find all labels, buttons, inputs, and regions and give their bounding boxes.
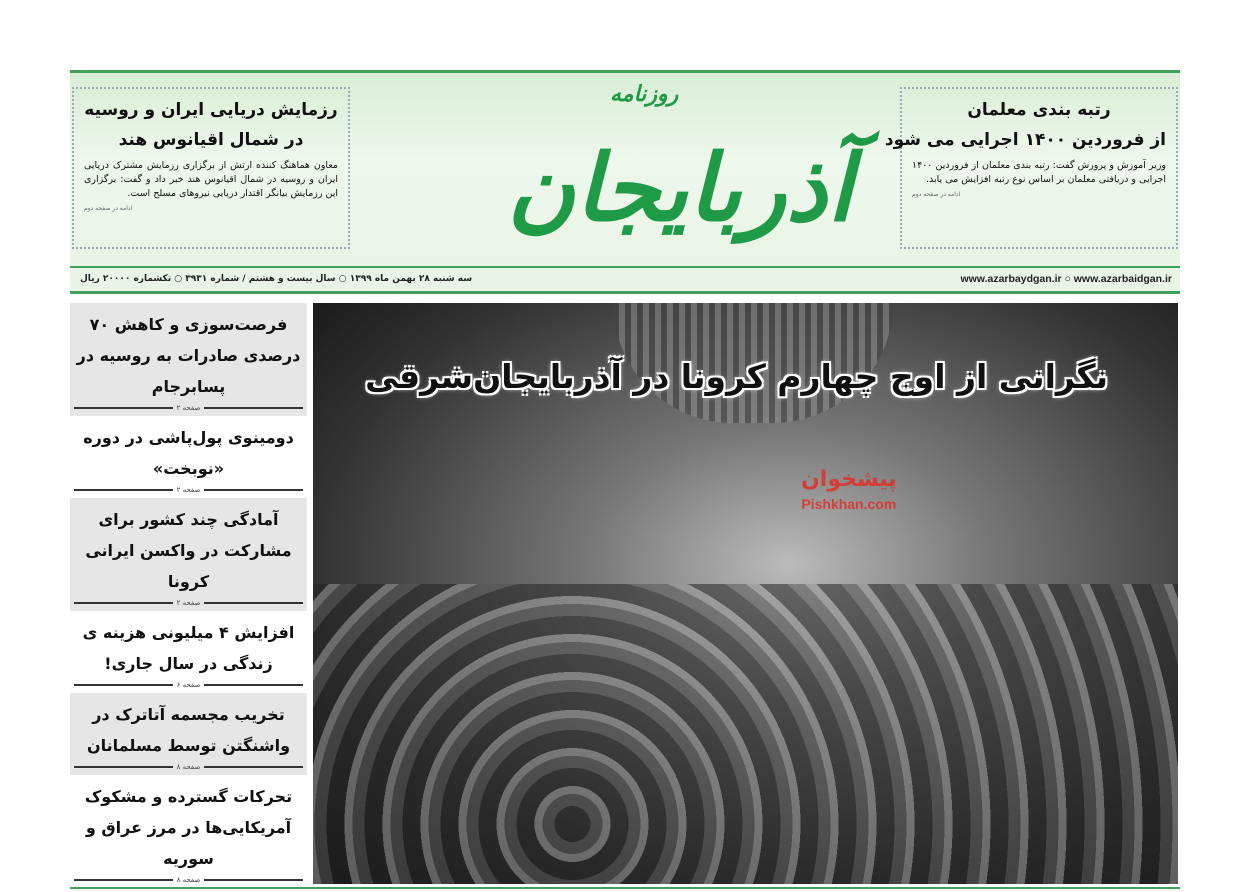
top-story-right[interactable]: [884, 87, 1178, 249]
top-story-right-subtitle: از فروردین ۱۴۰۰ اجرایی می شود: [884, 130, 1166, 150]
top-story-right-body: وزیر آموزش و پرورش گفت: رتبه بندی معلمان از فروردین ۱۴۰۰ اجرایی و دریافتی معلمان بر اساس نوع رتبه افزایش می یابد.: [912, 160, 1166, 185]
divider: [70, 887, 1180, 889]
top-story-right-title: رتبه بندی معلمان: [967, 100, 1111, 120]
continued-note: ادامه در صفحه دوم: [912, 191, 961, 198]
top-story-left-body: معاون هماهنگ کننده ارتش از برگزاری رزمایش مشترک دریایی ایران و روسیه در شمال اقیانوس هند خبر داد و گفت: برگزاری این رزمایش بیانگر اقتدار دریایی نیروهای مسلح است.: [84, 160, 338, 199]
newspaper-logo: [460, 73, 900, 288]
continued-note: ادامه در صفحه دوم: [84, 205, 133, 212]
sidebar-item[interactable]: تخریب مجسمه آتاترک در واشنگتن توسط مسلمانان صفحه ۸: [70, 693, 307, 775]
sidebar-item[interactable]: آمادگی چند کشور برای مشارکت در واکسن ایرانی کرونا صفحه ۲: [70, 498, 307, 611]
crowd-image: [313, 584, 1178, 884]
sidebar-headlines: [70, 303, 307, 888]
website-links[interactable]: www.azarbaydgan.ir ○ www.azarbaidgan.ir: [960, 273, 1172, 285]
logo-name: آذربایجان: [507, 134, 853, 242]
top-story-left-title: رزمایش دریایی ایران و روسیه: [84, 100, 338, 120]
masthead: [70, 70, 1180, 292]
sidebar-item[interactable]: افزایش ۴ میلیونی هزینه ی زندگی در سال جاری! صفحه ۶: [70, 611, 307, 693]
dateline: سه شنبه ۲۸ بهمن ماه ۱۳۹۹ ○ سال بیست و هشتم / شماره ۳۹۳۱ ○ تکشماره ۲۰۰۰۰ ریال: [80, 274, 473, 284]
sidebar-item[interactable]: تحرکات گسترده و مشکوک آمریکایی‌ها در مرز عراق و سوریه صفحه ۸: [70, 775, 307, 888]
top-story-left-subtitle: در شمال اقیانوس هند: [118, 130, 304, 150]
top-story-left[interactable]: [72, 87, 350, 249]
watermark: پیشخوان Pishkhan.com: [801, 467, 897, 512]
sidebar-item[interactable]: دومینوی پول‌پاشی در دوره «نوبخت» صفحه ۲: [70, 416, 307, 498]
divider: [70, 291, 1180, 294]
logo-prefix: روزنامه: [610, 82, 679, 107]
divider: [70, 266, 1180, 268]
sidebar-item[interactable]: فرصت‌سوزی و کاهش ۷۰ درصدی صادرات به روسیه در پسابرجام صفحه ۲: [70, 303, 307, 416]
main-headline[interactable]: نگرانی از اوج چهارم کرونا در آذربایجان‌شرقی: [365, 357, 1108, 396]
main-photo[interactable]: [313, 303, 1178, 884]
